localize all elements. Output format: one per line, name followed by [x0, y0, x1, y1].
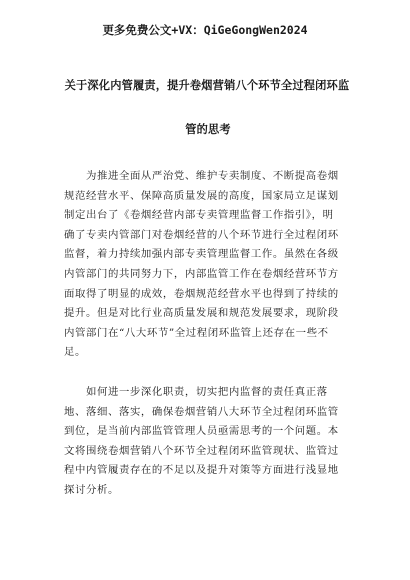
- paragraph-line: 提升。但是对比行业高质量发展和规范发展要求，现阶段: [64, 307, 339, 320]
- paragraph-line: 为推进全面从严治党、维护专卖制度、不断提高卷烟: [64, 170, 339, 182]
- paragraph-line: 规范经营水平、保障高质量发展的高度，国家局立足谋划: [64, 189, 339, 202]
- paragraph-line: 面取得了明显的成效，卷烟规范经营水平也得到了持续的: [64, 287, 339, 300]
- paragraph-2: [64, 383, 354, 501]
- document-title-line-1: 关于深化内管履责，提升卷烟营销八个环节全过程闭环监: [64, 78, 350, 92]
- paragraph-line: 到位，是当前内部监管管理人员亟需思考的一个问题。本: [64, 425, 339, 438]
- paragraph-line: 足。: [64, 346, 86, 359]
- document-header: 更多免费公文+VX：QiGeGongWen2024: [102, 23, 308, 37]
- paragraph-line: 内管部门在“八大环节”全过程闭环监管上还存在一些不: [64, 326, 329, 339]
- paragraph-line: 内管部门的共同努力下，内部监管工作在卷烟经营环节方: [64, 267, 339, 280]
- paragraph-line: 监督，着力持续加强内部专卖管理监督工作。虽然在各级: [64, 248, 339, 261]
- paragraph-line: 地、落细、落实，确保卷烟营销八大环节全过程闭环监管: [64, 405, 339, 418]
- paragraph-line: 探讨分析。: [64, 483, 119, 496]
- paragraph-line: 制定出台了《卷烟经营内部专卖管理监督工作指引》，明: [64, 209, 334, 222]
- paragraph-line: 程中内管履责存在的不足以及提升对策等方面进行浅显地: [64, 464, 339, 477]
- paragraph-1: [64, 167, 354, 363]
- paragraph-line: 确了专卖内管部门对卷烟经营的八个环节进行全过程闭环: [64, 228, 339, 241]
- paragraph-line: 文将围绕卷烟营销八个环节全过程闭环监管现状、监管过: [64, 444, 339, 457]
- paragraph-line: 如何进一步深化职责，切实把内监督的责任真正落: [64, 386, 328, 398]
- document-title-line-2: 管的思考: [185, 122, 231, 136]
